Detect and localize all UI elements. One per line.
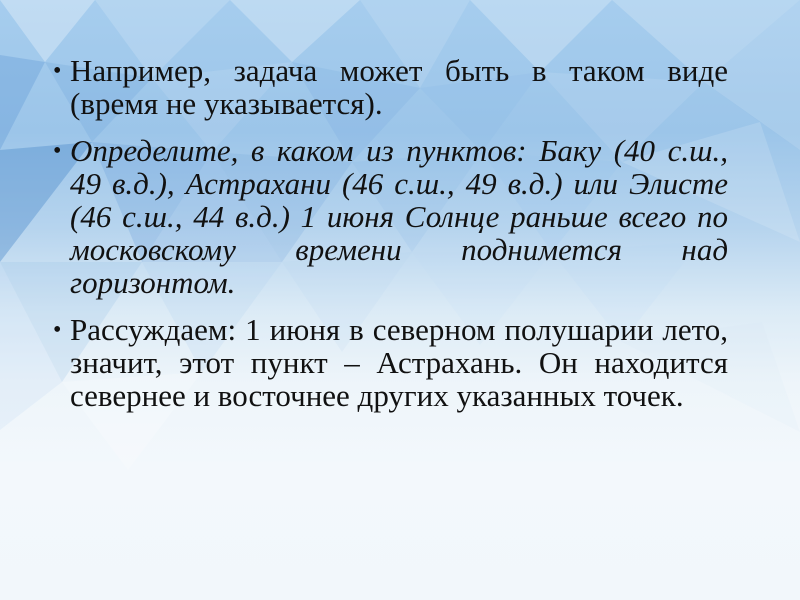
bullet-item (53, 53, 728, 121)
bullet-item (53, 312, 728, 413)
bullet-line: Например, задача может быть в таком виде (70, 53, 728, 88)
bullet-line: 49 в.д.), Астрахани (46 с.ш., 49 в.д.) или Элисте (70, 166, 728, 201)
bullet-line: горизонтом. (70, 265, 236, 300)
bullet-item (53, 133, 728, 300)
bullet-line: Определите, в каком из пунктов: Баку (40 с.ш., (70, 133, 728, 168)
bullet-line: московскому времени поднимется над (70, 232, 728, 267)
bullet-line: (46 с.ш., 44 в.д.) 1 июня Солнце раньше всего по (70, 199, 728, 234)
bullet-line: (время не указывается). (70, 86, 383, 121)
bullet-dot-icon: • (53, 58, 62, 84)
bullet-dot-icon: • (53, 138, 62, 164)
bullet-dot-icon: • (53, 317, 62, 343)
bullet-line: Рассуждаем: 1 июня в северном полушарии лето, (70, 312, 728, 347)
bullet-line: значит, этот пункт – Астрахань. Он находится (70, 345, 728, 380)
bullet-line: севернее и восточнее других указанных точек. (70, 378, 684, 413)
